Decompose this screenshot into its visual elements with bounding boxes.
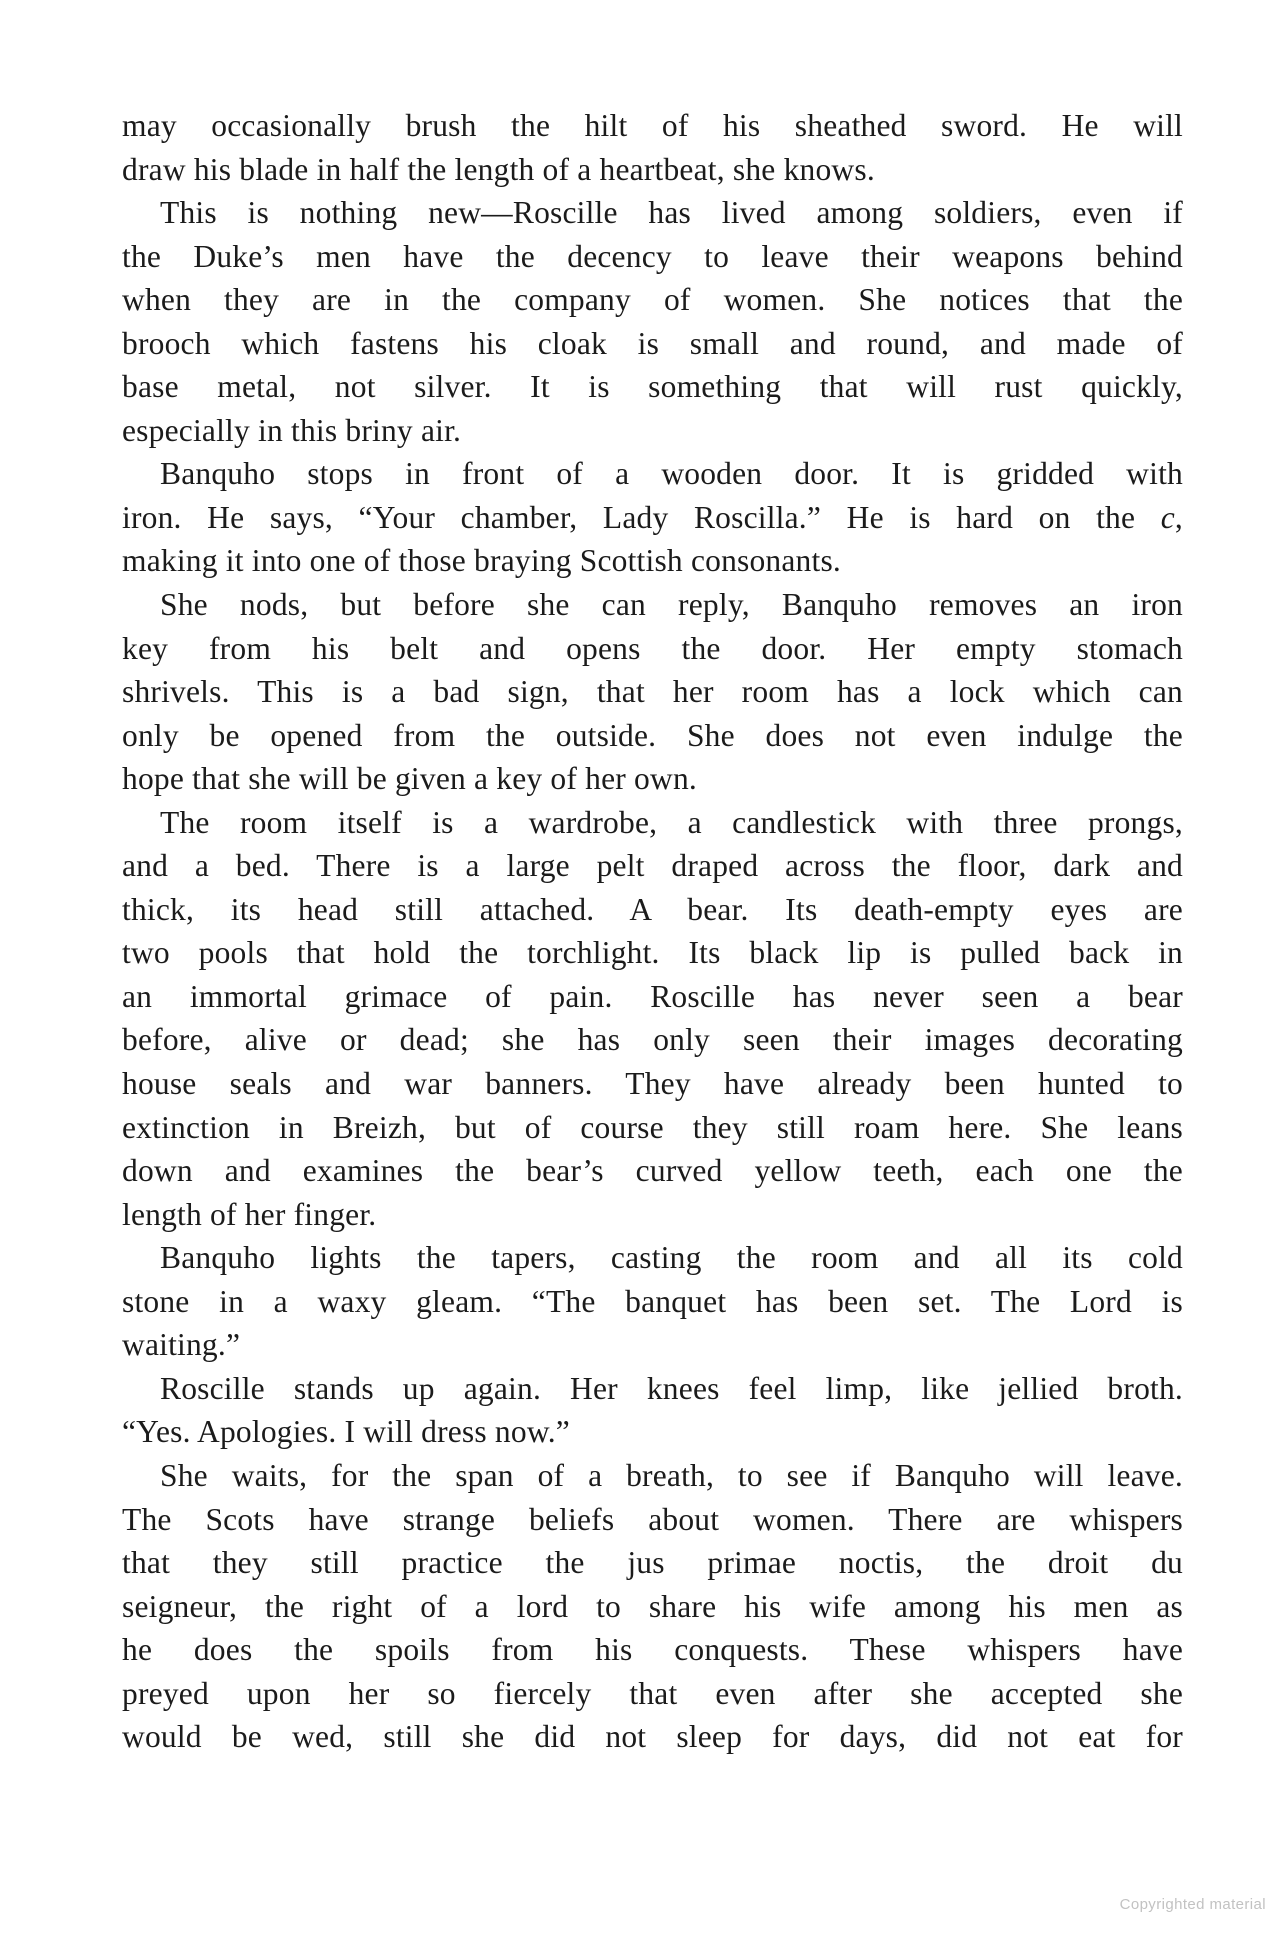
text-line — [122, 888, 1183, 932]
text-segment: stone in a waxy gleam. “The banquet has been set. The Lord is — [122, 1283, 1183, 1319]
text-line — [122, 496, 1183, 540]
text-line — [122, 670, 1183, 714]
text-segment: two pools that hold the torchlight. Its black lip is pulled back in — [122, 935, 1183, 971]
text-line — [122, 975, 1183, 1019]
text-segment: especially in this briny air. — [122, 412, 462, 448]
text-segment: that they still practice the jus primae noctis, the droit du — [122, 1545, 1183, 1581]
text-segment: only be opened from the outside. She does not even indulge the — [122, 717, 1183, 753]
text-segment: the Duke’s men have the decency to leave their weapons behind — [122, 238, 1183, 274]
text-line — [122, 1106, 1183, 1150]
text-line — [122, 1715, 1183, 1759]
text-segment: iron. He says, “Your chamber, Lady Roscilla.” He is hard on the — [122, 499, 1161, 535]
text-line — [122, 757, 1183, 801]
text-segment: making it into one of those braying Scottish consonants. — [122, 543, 841, 579]
text-segment: brooch which fastens his cloak is small and round, and made of — [122, 325, 1183, 361]
text-line — [122, 1236, 1183, 1280]
text-segment: She nods, but before she can reply, Banquho removes an iron — [160, 587, 1183, 623]
text-segment: This is nothing new—Roscille has lived among soldiers, even if — [160, 195, 1183, 231]
text-line — [122, 1585, 1183, 1629]
text-segment: Banquho lights the tapers, casting the room and all its cold — [160, 1240, 1183, 1276]
text-segment: key from his belt and opens the door. Her empty stomach — [122, 630, 1183, 666]
text-segment: thick, its head still attached. A bear. Its death-empty eyes are — [122, 891, 1183, 927]
text-line — [122, 452, 1183, 496]
text-line — [122, 1628, 1183, 1672]
text-line — [122, 931, 1183, 975]
text-line — [122, 104, 1183, 148]
text-line — [122, 627, 1183, 671]
text-segment: waiting.” — [122, 1327, 241, 1363]
text-segment: before, alive or dead; she has only seen their images decorating — [122, 1022, 1183, 1058]
text-segment: She waits, for the span of a breath, to see if Banquho will leave. — [160, 1457, 1183, 1493]
text-line — [122, 322, 1183, 366]
text-segment: length of her finger. — [122, 1196, 377, 1232]
text-line — [122, 1541, 1183, 1585]
text-line — [122, 1280, 1183, 1324]
text-segment: down and examines the bear’s curved yellow teeth, each one the — [122, 1153, 1183, 1189]
text-segment: shrivels. This is a bad sign, that her room has a lock which can — [122, 674, 1183, 710]
text-line — [122, 235, 1183, 279]
text-segment: house seals and war banners. They have already been hunted to — [122, 1066, 1183, 1102]
text-segment: seigneur, the right of a lord to share his wife among his men as — [122, 1588, 1183, 1624]
book-text-block — [122, 104, 1183, 1759]
text-segment: hope that she will be given a key of her own. — [122, 761, 697, 797]
text-line — [122, 1018, 1183, 1062]
text-line — [122, 1062, 1183, 1106]
text-line — [122, 1193, 1183, 1237]
text-line — [122, 365, 1183, 409]
text-segment: would be wed, still she did not sleep for days, did not eat for — [122, 1719, 1183, 1755]
text-segment: he does the spoils from his conquests. These whispers have — [122, 1632, 1183, 1668]
text-segment: when they are in the company of women. She notices that the — [122, 282, 1183, 318]
text-segment: The Scots have strange beliefs about women. There are whispers — [122, 1501, 1183, 1537]
text-segment: an immortal grimace of pain. Roscille has never seen a bear — [122, 978, 1183, 1014]
text-line — [122, 409, 1183, 453]
text-line — [122, 191, 1183, 235]
text-segment: and a bed. There is a large pelt draped across the floor, dark and — [122, 848, 1183, 884]
text-line — [122, 1410, 1183, 1454]
text-line — [122, 714, 1183, 758]
text-line — [122, 801, 1183, 845]
copyright-notice: Copyrighted material — [1119, 1896, 1266, 1913]
text-line — [122, 583, 1183, 627]
text-line — [122, 148, 1183, 192]
text-line — [122, 1323, 1183, 1367]
text-line — [122, 1672, 1183, 1716]
text-segment: extinction in Breizh, but of course they still roam here. She leans — [122, 1109, 1183, 1145]
text-line — [122, 278, 1183, 322]
text-line — [122, 844, 1183, 888]
text-segment: , — [1174, 499, 1183, 535]
text-segment: “Yes. Apologies. I will dress now.” — [122, 1414, 570, 1450]
text-segment: may occasionally brush the hilt of his sheathed sword. He will — [122, 108, 1183, 143]
text-segment: The room itself is a wardrobe, a candlestick with three prongs, — [160, 804, 1183, 840]
text-segment: base metal, not silver. It is something that will rust quickly, — [122, 369, 1183, 405]
text-line — [122, 1367, 1183, 1411]
text-line — [122, 539, 1183, 583]
text-line — [122, 1454, 1183, 1498]
text-segment: draw his blade in half the length of a heartbeat, she knows. — [122, 151, 875, 187]
text-line — [122, 1149, 1183, 1193]
text-segment: Roscille stands up again. Her knees feel limp, like jellied broth. — [160, 1370, 1183, 1406]
text-line — [122, 1498, 1183, 1542]
text-segment: Banquho stops in front of a wooden door. It is gridded with — [160, 456, 1183, 492]
text-segment: preyed upon her so fiercely that even after she accepted she — [122, 1675, 1183, 1711]
italic-text: c — [1160, 499, 1175, 535]
